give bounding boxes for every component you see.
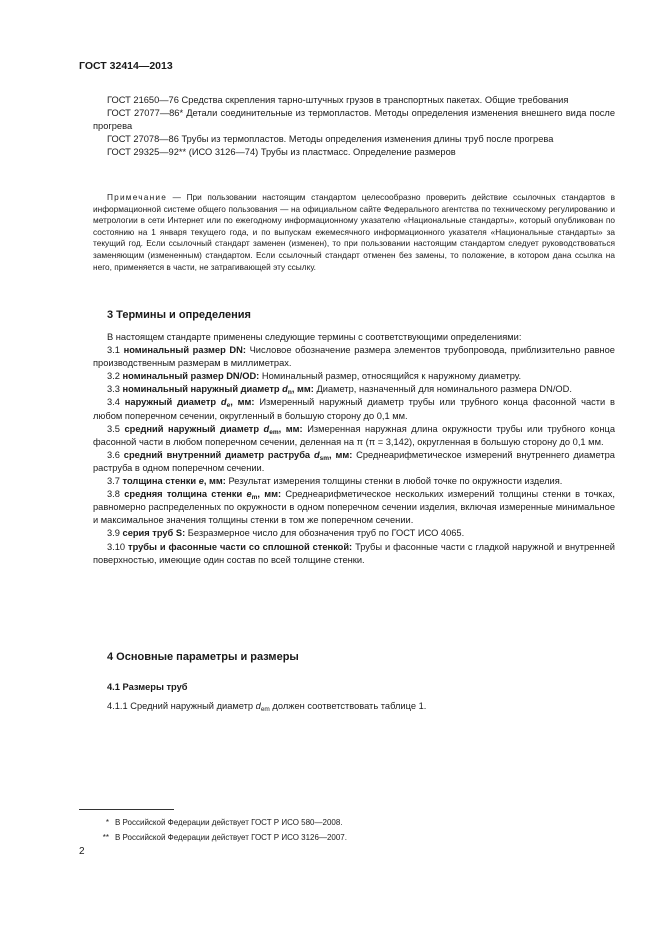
reference-item: ГОСТ 27078—86 Трубы из термопластов. Методы определения изменения длины труб после прогрева	[107, 134, 554, 145]
subsection-heading-pipe-sizes: 4.1 Размеры труб	[107, 682, 188, 692]
note-block	[93, 192, 615, 273]
term-item: 3.4 наружный диаметр $d_e$, мм: Измеренный наружный диаметр трубы или трубного конца фасонной части в любом поперечном сечении, округленный в большую сторону до 0,1 мм.	[93, 397, 615, 421]
term-item: 3.2 номинальный размер DN/OD: Номинальный размер, относящийся к наружному диаметру.	[107, 371, 522, 382]
terms-list	[93, 331, 615, 567]
terms-intro: В настоящем стандарте применены следующие термины с соответствующими определениями:	[107, 332, 522, 342]
footnote-item: * В Российской Федерации действует ГОСТ Р ИСО 580—2008.	[105, 818, 343, 827]
reference-item: ГОСТ 21650—76 Средства скрепления тарно-штучных грузов в транспортных пакетах. Общие требования	[107, 95, 569, 105]
page-number: 2	[79, 846, 85, 857]
parameters-text	[93, 700, 615, 713]
term-item: 3.5 средний наружный диаметр $d_{em}$, мм: Измеренная наружная длина окружности трубы или трубного конца фасонной части в любом поперечном сечении, деленная на π (π = 3,142), округленная в большую сторону до 0,1 мм.	[93, 423, 615, 447]
reference-item: ГОСТ 27077—86* Детали соединительные из термопластов. Методы определения изменения внешнего вида после прогрева	[93, 108, 615, 132]
section-heading-parameters: 4 Основные параметры и размеры	[107, 651, 299, 663]
term-item: 3.7 толщина стенки e, мм: Результат измерения толщины стенки в любой точке по окружности изделия.	[107, 476, 563, 487]
footnote-divider	[79, 809, 174, 810]
footnotes	[79, 815, 347, 845]
term-item: 3.8 средняя толщина стенки $e_m$, мм: Среднеарифметическое нескольких измерений толщины стенки в точках, равномерно распределенных по окружности в одном поперечном сечении изделия, включая измеренные минимальное и максимальное значения толщины стенки в том же поперечном сечении.	[93, 489, 615, 526]
footnote-item: ** В Российской Федерации действует ГОСТ Р ИСО 3126—2007.	[102, 833, 347, 842]
term-item: 3.6 средний внутренний диаметр раструба $d_{sm}$, мм: Среднеарифметическое измерений внутреннего диаметра раструба в одном поперечном сечении.	[93, 449, 615, 473]
reference-item: ГОСТ 29325—92** (ИСО 3126—74) Трубы из пластмасс. Определение размеров	[107, 147, 456, 158]
term-item: 3.9 серия труб S: Безразмерное число для обозначения труб по ГОСТ ИСО 4065.	[107, 528, 465, 539]
term-item: 3.3 номинальный наружный диаметр $d_n$, мм: Диаметр, назначенный для номинального размера DN/OD.	[107, 384, 572, 397]
note-text: — При пользовании настоящим стандартом целесообразно проверить действие ссылочных стандартов в информационной системе общего пользования — на официальном сайте Федерального агентства по техническому регулированию и метрологии в сети Интернет или по ежегодному информационному указателю «Национальные стандарты», который опубликован по состоянию на 1 января текущего года, и по выпускам ежемесячного информационного указателя «Национальные стандарты» за текущий год. Если ссылочный стандарт заменен (изменен), то при пользовании настоящим стандартом следует руководствоваться заменяющим (измененным) стандартом. Если ссылочный стандарт отменен без замены, то положение, в котором дана ссылка на него, применяется в части, не затрагивающей эту ссылку.	[93, 192, 615, 272]
term-item: 3.10 трубы и фасонные части со сплошной стенкой: Трубы и фасонные части с гладкой наружной и внутренней поверхностью, имеющие один состав по всей толщине стенки.	[93, 541, 615, 565]
paragraph-4-1-1: 4.1.1 Средний наружный диаметр $d_{em}$ должен соответствовать таблице 1.	[107, 701, 427, 713]
term-item: 3.1 номинальный размер DN: Числовое обозначение размера элементов трубопровода, приблизительно равное производственным размерам в миллиметрах.	[93, 345, 615, 369]
section-heading-terms: 3 Термины и определения	[107, 309, 251, 321]
running-header: ГОСТ 32414—2013	[79, 60, 173, 72]
normative-references	[93, 94, 615, 159]
note-label: Примечание	[107, 192, 168, 202]
